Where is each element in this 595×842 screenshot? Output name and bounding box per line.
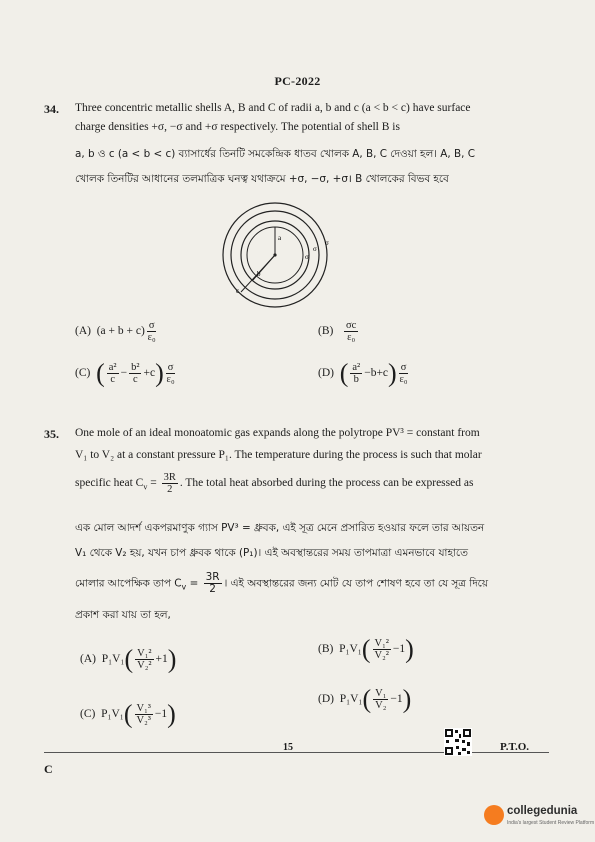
q35-bengali-line-1: এক মোল আদর্শ একপরমাণুক গ্যাস PV³ = ধ্রুবক, এই সূত্র মেনে প্রসারিত হওয়ার ফলে তার আয়তন [75, 522, 485, 534]
label-a: a [278, 234, 282, 242]
q35-bengali-line-2: V₁ থেকে V₂ হয়, যখন চাপ ধ্রুবক থাকে (P₁)। এই অবস্থান্তরের সময় তাপমাত্রা এমনভাবে যাহাতে [75, 547, 468, 559]
q35-option-b[interactable]: (B) P₁V₁( $\frac{\text{V₁²}}{\text{V₂²}}$ −1) [318, 634, 414, 664]
paper-code: PC-2022 [274, 74, 321, 88]
collegedunia-tagline: India's largest Student Review Platform [507, 820, 595, 826]
q34-bengali-line-2: খোলক তিনটির আধানের তলমাত্রিক ঘনত্ব যথাক্রমে +σ, −σ, +σ। B খোলকের বিভব হবে [75, 173, 449, 185]
q34-option-d[interactable]: (D) ( $\frac{\text{a²}}{b}$ −b+c) $\frac{\sigma}{\text{ε₀}}$ [318, 358, 408, 388]
label-c: c [236, 287, 240, 295]
q35-option-a[interactable]: (A) P₁V₁( $\frac{\text{V₁²}}{\text{V₂²}}$ +1) [80, 644, 177, 674]
page-number: 15 [283, 742, 293, 753]
center-point [273, 253, 276, 256]
collegedunia-brand: collegedunia [507, 805, 578, 817]
concentric-shells-diagram [205, 200, 365, 320]
footer-divider [44, 752, 549, 753]
q35-english-line-2: V₁ to V₂ at a constant pressure P₁. The temperature during the process is such that molar [75, 449, 482, 461]
question-34-number: 34. [44, 102, 59, 116]
q35-option-c[interactable]: (C) P₁V₁( $\frac{\text{V₁³}}{\text{V₂³}}$ −1) [80, 699, 176, 729]
q34-english-line-2: charge densities +σ, −σ and +σ respectively. The potential of shell B is [75, 121, 400, 133]
sigma-label-2: σ [313, 245, 317, 253]
q35-english-line-1: One mole of an ideal monoatomic gas expands along the polytrope PV³ = constant from [75, 427, 480, 439]
q34-option-c[interactable]: (C) ( $\frac{\text{a²}}{c}$ − $\frac{\text{b²}}{c}$ +c) $\frac{\sigma}{\text{ε₀}}$ [75, 358, 175, 388]
q34-bengali-line-1: a, b ও c (a < b < c) ব্যাসার্ধের তিনটি সমকেন্দ্রিক ধাতব খোলক A, B, C দেওয়া হল। A, B, C [75, 148, 475, 160]
q35-bengali-line-3: মোলার আপেক্ষিক তাপ $C_v$ = $\frac{3R}{2}$ । এই অবস্থান্তরের জন্য মোট যে তাপ শোষণ হবে তা যে সূত্র দিয়ে [75, 571, 488, 595]
collegedunia-logo-icon [484, 805, 504, 825]
label-b: b [257, 270, 261, 278]
q34-english-line-1: Three concentric metallic shells A, B and C of radii a, b and c (a < b < c) have surface [75, 102, 471, 114]
question-35-number: 35. [44, 427, 59, 441]
qr-code-icon [444, 728, 472, 756]
q34-option-b[interactable]: (B) $\frac{\sigma c}{\text{ε₀}}$ [318, 320, 357, 343]
corner-mark: C [44, 762, 53, 776]
please-turn-over: P.T.O. [500, 741, 530, 753]
sigma-label-3: σ [325, 239, 329, 247]
q35-option-d[interactable]: (D) P₁V₁( $\frac{\text{V₁}}{\text{V₂}}$ −1) [318, 684, 412, 714]
q35-english-line-3: specific heat $C_v$ = $\frac{3R}{2}$ . The total heat absorbed during the process can be expressed as [75, 472, 474, 495]
q34-option-a[interactable]: (A) (a + b + c) $\frac{\sigma}{\text{ε₀}}$ [75, 320, 156, 343]
sigma-label-1: σ [305, 253, 309, 261]
q35-bengali-line-4: প্রকাশ করা যায় তা হল, [75, 609, 171, 621]
